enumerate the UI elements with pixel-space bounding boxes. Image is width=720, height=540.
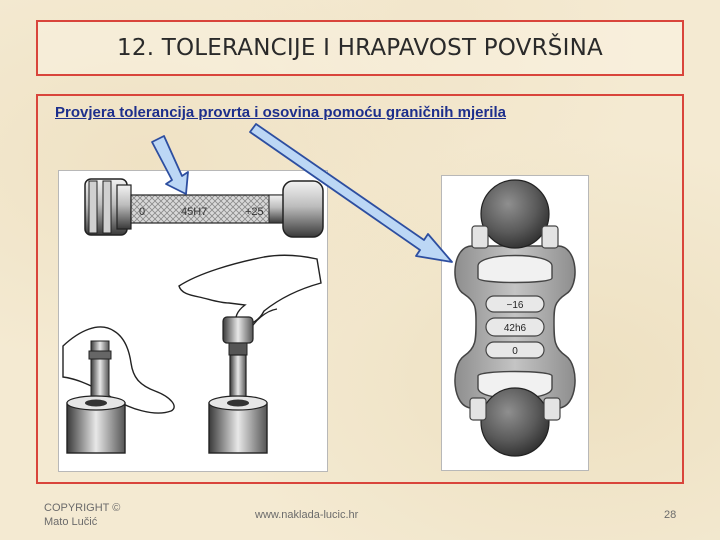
footer-url: www.naklada-lucic.hr: [255, 509, 359, 521]
snap-marking-tolerance: 42h6: [503, 323, 527, 334]
arrow-to-snap-gauge: [250, 124, 452, 262]
footer-copyright: [44, 501, 120, 529]
page-number: 28: [664, 509, 677, 521]
snap-marking-lower: −16: [506, 300, 524, 311]
plug-marking-min: 0: [139, 206, 146, 218]
plug-marking-max: +25: [245, 206, 264, 218]
copyright-line: COPYRIGHT ©: [44, 502, 121, 514]
snap-marking-upper: 0: [512, 346, 518, 357]
plug-marking-tolerance: 45H7: [181, 206, 208, 218]
arrow-to-plug-gauge: [152, 136, 188, 194]
slide-title: 12. TOLERANCIJE I HRAPAVOST POVRŠINA: [117, 35, 603, 61]
author-line: Mato Lučić: [44, 516, 98, 528]
slide-subtitle: Provjera tolerancija provrta i osovina pomoću graničnih mjerila: [55, 104, 506, 121]
